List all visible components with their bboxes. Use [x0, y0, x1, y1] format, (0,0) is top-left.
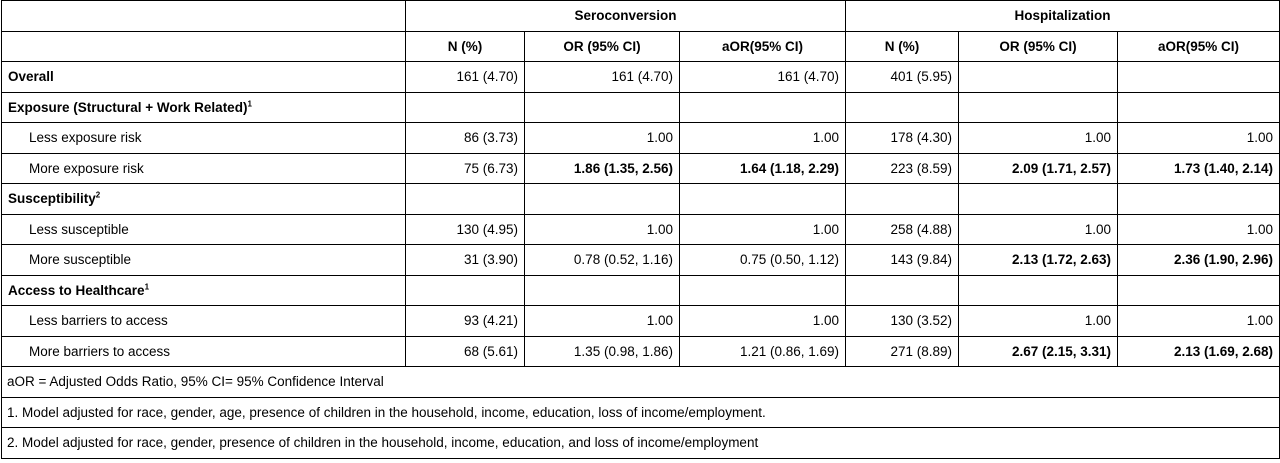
footnote-row	[2, 397, 1280, 428]
table-cell: 31 (3.90)	[406, 245, 525, 276]
empty-cell	[1118, 92, 1280, 123]
table-row-more-susceptible	[2, 245, 1280, 276]
table-cell: 1.00	[959, 306, 1118, 337]
group-header-row	[2, 1, 1280, 32]
empty-cell	[406, 184, 525, 215]
table-cell: 1.00	[959, 123, 1118, 154]
section-label	[2, 92, 406, 123]
section-label-text: Exposure (Structural + Work Related)	[8, 99, 248, 115]
table-cell: 0.75 (0.50, 1.12)	[680, 245, 846, 276]
table-cell: 1.00	[525, 123, 680, 154]
empty-cell	[1118, 184, 1280, 215]
row-label: Less exposure risk	[2, 123, 406, 154]
empty-cell	[406, 92, 525, 123]
footnote-2: 2. Model adjusted for race, gender, presence of children in the household, income, education, and loss of income/employment	[2, 428, 1280, 459]
footnote-1: 1. Model adjusted for race, gender, age, presence of children in the household, income, education, loss of income/employment.	[2, 397, 1280, 428]
empty-cell	[959, 92, 1118, 123]
table-row-less-susceptible	[2, 214, 1280, 245]
table-row-overall	[2, 62, 1280, 93]
empty-cell	[959, 275, 1118, 306]
table-row-more-exposure	[2, 153, 1280, 184]
empty-cell	[525, 184, 680, 215]
table-cell: 93 (4.21)	[406, 306, 525, 337]
table-cell: 1.86 (1.35, 2.56)	[525, 153, 680, 184]
table-cell: 271 (8.89)	[846, 336, 959, 367]
table-cell: 1.00	[680, 123, 846, 154]
empty-cell	[846, 184, 959, 215]
column-header-row	[2, 31, 1280, 62]
table-cell: 258 (4.88)	[846, 214, 959, 245]
table-cell: 161 (4.70)	[406, 62, 525, 93]
footnote-abbreviations: aOR = Adjusted Odds Ratio, 95% CI= 95% Confidence Interval	[2, 367, 1280, 398]
empty-cell	[846, 275, 959, 306]
empty-cell	[525, 92, 680, 123]
empty-cell	[680, 92, 846, 123]
table-cell: 1.21 (0.86, 1.69)	[680, 336, 846, 367]
row-label: More exposure risk	[2, 153, 406, 184]
table-cell: 161 (4.70)	[680, 62, 846, 93]
label-header-cell	[2, 31, 406, 62]
section-label	[2, 275, 406, 306]
group-header-hospitalization: Hospitalization	[846, 1, 1280, 32]
column-header: aOR(95% CI)	[1118, 31, 1280, 62]
table-cell: 130 (4.95)	[406, 214, 525, 245]
empty-cell	[1118, 275, 1280, 306]
section-row-exposure	[2, 92, 1280, 123]
group-header-seroconversion: Seroconversion	[406, 1, 846, 32]
table-cell: 143 (9.84)	[846, 245, 959, 276]
table-cell: 223 (8.59)	[846, 153, 959, 184]
table-cell: 2.13 (1.72, 2.63)	[959, 245, 1118, 276]
section-row-access	[2, 275, 1280, 306]
section-label-text: Susceptibility	[8, 191, 96, 207]
table-cell: 1.00	[525, 214, 680, 245]
row-label: Overall	[2, 62, 406, 93]
section-row-susceptibility	[2, 184, 1280, 215]
empty-cell	[846, 92, 959, 123]
table-cell: 2.13 (1.69, 2.68)	[1118, 336, 1280, 367]
table-cell: 161 (4.70)	[525, 62, 680, 93]
empty-cell	[406, 275, 525, 306]
table-cell: 401 (5.95)	[846, 62, 959, 93]
table-cell: 1.00	[525, 306, 680, 337]
table-cell: 1.73 (1.40, 2.14)	[1118, 153, 1280, 184]
table-cell: 1.00	[1118, 306, 1280, 337]
table-cell	[1118, 62, 1280, 93]
table-cell: 68 (5.61)	[406, 336, 525, 367]
table-cell: 2.36 (1.90, 2.96)	[1118, 245, 1280, 276]
footnote-marker: 2	[95, 190, 101, 200]
table-cell: 1.64 (1.18, 2.29)	[680, 153, 846, 184]
empty-cell	[680, 184, 846, 215]
footnote-row	[2, 428, 1280, 459]
column-header: N (%)	[406, 31, 525, 62]
table-cell: 1.00	[959, 214, 1118, 245]
table-cell: 1.00	[680, 306, 846, 337]
row-label: More barriers to access	[2, 336, 406, 367]
column-header: aOR(95% CI)	[680, 31, 846, 62]
table-row-less-exposure	[2, 123, 1280, 154]
table-cell: 1.00	[680, 214, 846, 245]
table-row-more-barriers	[2, 336, 1280, 367]
row-label: Less barriers to access	[2, 306, 406, 337]
table-cell: 1.35 (0.98, 1.86)	[525, 336, 680, 367]
table-cell	[959, 62, 1118, 93]
column-header: N (%)	[846, 31, 959, 62]
empty-cell	[680, 275, 846, 306]
table-cell: 75 (6.73)	[406, 153, 525, 184]
footnote-row	[2, 367, 1280, 398]
table-row-less-barriers	[2, 306, 1280, 337]
table-cell: 2.67 (2.15, 3.31)	[959, 336, 1118, 367]
results-table	[1, 0, 1280, 459]
column-header: OR (95% CI)	[525, 31, 680, 62]
table-cell: 0.78 (0.52, 1.16)	[525, 245, 680, 276]
table-cell: 1.00	[1118, 123, 1280, 154]
row-label: More susceptible	[2, 245, 406, 276]
table-cell: 178 (4.30)	[846, 123, 959, 154]
footnote-marker: 1	[247, 99, 252, 109]
table-cell: 86 (3.73)	[406, 123, 525, 154]
empty-cell	[525, 275, 680, 306]
column-header: OR (95% CI)	[959, 31, 1118, 62]
corner-cell	[2, 1, 406, 32]
table-cell: 130 (3.52)	[846, 306, 959, 337]
empty-cell	[959, 184, 1118, 215]
footnote-marker: 1	[144, 282, 150, 292]
table-cell: 1.00	[1118, 214, 1280, 245]
row-label: Less susceptible	[2, 214, 406, 245]
section-label-text: Access to Healthcare	[8, 282, 145, 298]
section-label	[2, 184, 406, 215]
table-cell: 2.09 (1.71, 2.57)	[959, 153, 1118, 184]
